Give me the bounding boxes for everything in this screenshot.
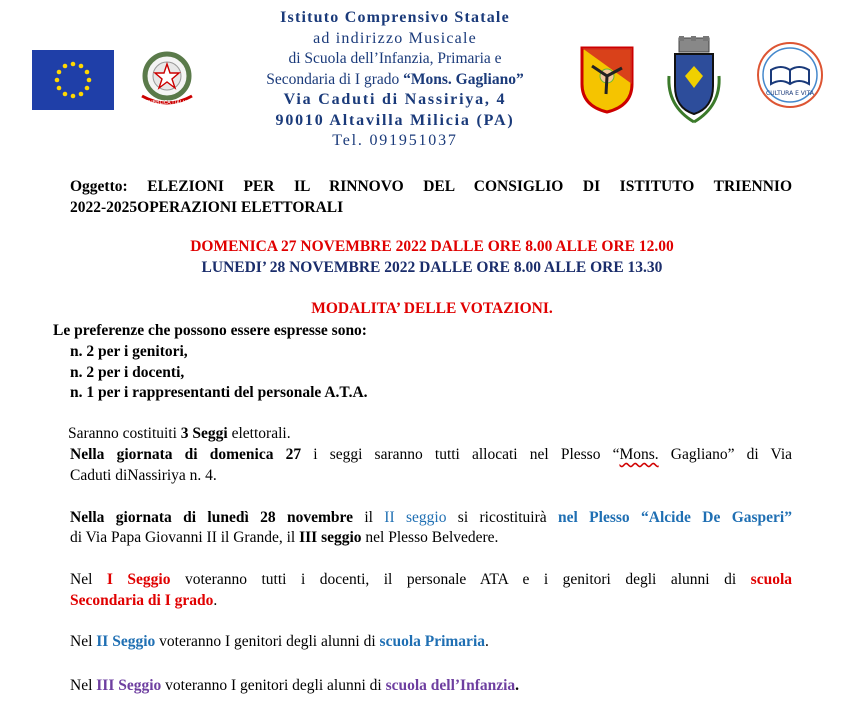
modalita-heading: MODALITA’ DELLE VOTAZIONI. [311, 300, 553, 317]
date-sunday: DOMENICA 27 NOVEMBRE 2022 DALLE ORE 8.00 ALLE ORE 12.00 [190, 238, 674, 255]
oggetto-line-1 [70, 176, 792, 197]
header-line-7: Tel. 091951037 [332, 132, 458, 149]
preferenze-item-genitori: n. 2 per i genitori, [70, 343, 188, 360]
header-line-3: di Scuola dell’Infanzia, Primaria e [288, 50, 502, 67]
lunedi-paragraph-line-2: di Via Papa Giovanni II il Grande, il III seggio nel Plesso Belvedere. [70, 529, 499, 546]
oggetto-label: Oggetto: [70, 178, 128, 195]
cultura-e-vita-logo [755, 40, 825, 110]
italian-republic-emblem [132, 44, 202, 114]
cultura-logo-text: CULTURA E VITA [766, 90, 814, 97]
seggio-3-paragraph: Nel III Seggio voteranno I genitori degli alunni di scuola dell’Infanzia. [70, 677, 520, 694]
oggetto-line-2: 2022-2025OPERAZIONI ELETTORALI [70, 199, 344, 216]
seggio-2-paragraph: Nel II Seggio voteranno I genitori degli alunni di scuola Primaria. [70, 633, 489, 650]
lunedi-paragraph-line-1: Nella giornata di lunedì 28 novembre il II seggio si ricostituirà nel Plesso “Alcide De Gasperi” [70, 509, 792, 526]
municipality-coat-of-arms [665, 36, 723, 126]
seggio-1-paragraph-line-1: Nel I Seggio voteranno tutti i docenti, il personale ATA e i genitori degli alunni di scuola [70, 571, 792, 588]
sicily-region-emblem [578, 44, 636, 114]
letterhead [0, 0, 864, 160]
seggi-count-line: Saranno costituiti 3 Seggi elettorali. [68, 425, 291, 442]
eu-flag-logo [32, 50, 114, 110]
header-line-2: ad indirizzo Musicale [313, 29, 477, 47]
date-monday: LUNEDI’ 28 NOVEMBRE 2022 DALLE ORE 8.00 ALLE ORE 13.30 [201, 259, 663, 276]
header-line-4: Secondaria di I grado “Mons. Gagliano” [266, 70, 524, 88]
header-line-6: 90010 Altavilla Milicia (PA) [275, 111, 515, 129]
preferenze-item-ata: n. 1 per i rappresentanti del personale A.T.A. [70, 384, 368, 401]
oggetto-text-1: ELEZIONI PER IL RINNOVO DEL CONSIGLIO DI ISTITUTO TRIENNIO [147, 178, 793, 195]
domenica-paragraph-line-1: Nella giornata di domenica 27 i seggi saranno tutti allocati nel Plesso “Mons. Gagliano” di Via [70, 446, 793, 463]
republic-ribbon-text: REPUBBLICA ITALIANA [139, 100, 195, 106]
preferenze-intro: Le preferenze che possono essere espresse sono: [53, 322, 367, 339]
preferenze-item-docenti: n. 2 per i docenti, [70, 364, 185, 381]
seggio-1-paragraph-line-2: Secondaria di I grado. [70, 592, 218, 609]
header-line-5: Via Caduti di Nassiriya, 4 [283, 91, 507, 108]
header-line-1: Istituto Comprensivo Statale [280, 9, 510, 26]
school-header-text [230, 8, 560, 152]
domenica-paragraph-line-2: Caduti diNassiriya n. 4. [70, 467, 217, 484]
